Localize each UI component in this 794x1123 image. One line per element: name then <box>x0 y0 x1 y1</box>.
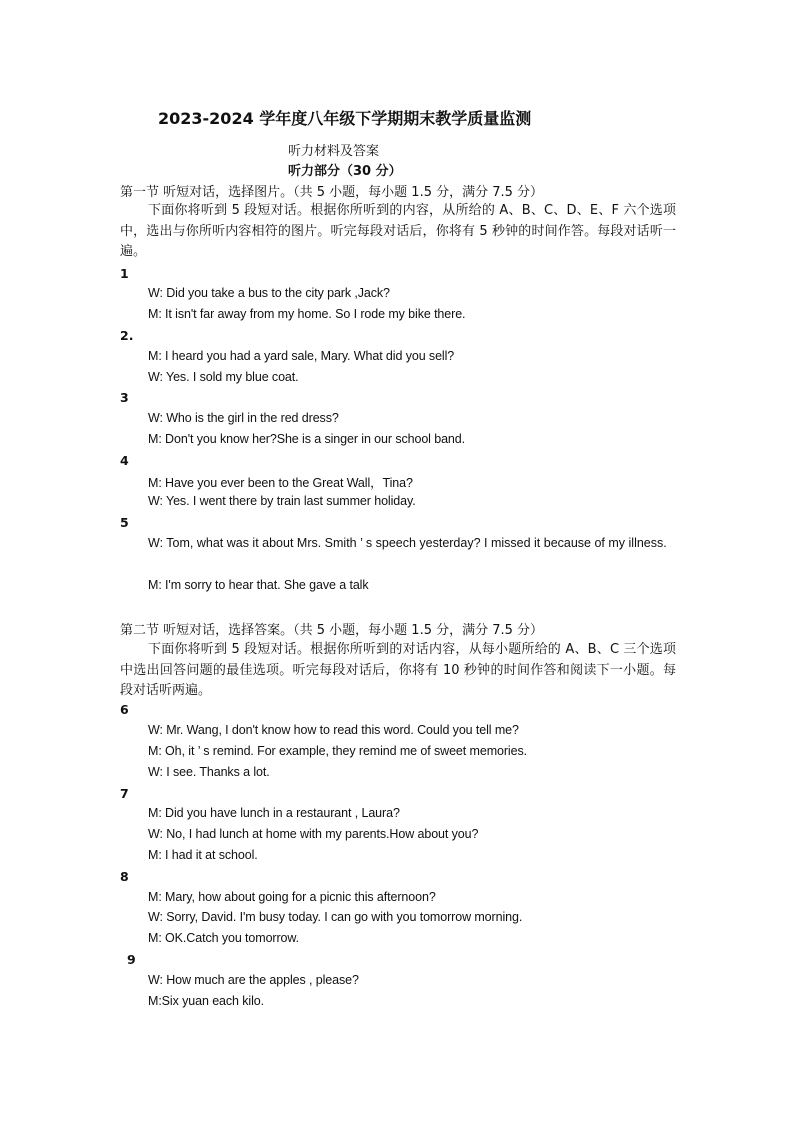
document-title: 2023-2024 学年度八年级下学期期末教学质量监测 <box>158 109 532 128</box>
dialogue-line: M: Did you have lunch in a restaurant , Laura? <box>148 806 400 820</box>
item-number: 2. <box>120 328 134 343</box>
item-number: 1 <box>120 266 129 281</box>
item-number: 4 <box>120 453 129 468</box>
item-number: 3 <box>120 390 129 405</box>
dialogue-line: M: Don't you know her?She is a singer in our school band. <box>148 432 466 446</box>
dialogue-line: M:Six yuan each kilo. <box>148 994 265 1008</box>
dialogue-line: M: Mary, how about going for a picnic this afternoon? <box>148 890 436 904</box>
item-number: 6 <box>120 702 129 717</box>
dialogue-line: W: Tom, what was it about Mrs. Smith ’ s speech yesterday? I missed it because of my illness. <box>148 536 667 550</box>
section1-heading: 第一节 听短对话，选择图片。（共 5 小题，每小题 1.5 分，满分 7.5 分） <box>120 185 544 200</box>
item-number: 9 <box>127 952 136 967</box>
item-number: 8 <box>120 869 129 884</box>
dialogue-line: M: OK.Catch you tomorrow. <box>148 931 300 945</box>
document-subtitle: 听力材料及答案 <box>288 144 380 159</box>
dialogue-line: W: Yes. I went there by train last summer holiday. <box>148 494 416 508</box>
dialogue-line: M: I had it at school. <box>148 848 258 862</box>
dialogue-line: W: No, I had lunch at home with my parents.How about you? <box>148 827 479 841</box>
dialogue-line: M: I heard you had a yard sale, Mary. What did you sell? <box>148 349 455 363</box>
dialogue-line: W: Did you take a bus to the city park ,Jack? <box>148 286 390 300</box>
section2-instructions: 下面你将听到 5 段短对话。根据你所听到的对话内容，从每小题所给的 A、B、C 三个选项中选出回答问题的最佳选项。听完每段对话后，你将有 10 秒钟的时间作答和阅读下一小题。每段对话听两遍。 <box>120 642 676 698</box>
section2-heading: 第二节 听短对话，选择答案。（共 5 小题，每小题 1.5 分，满分 7.5 分） <box>120 623 544 638</box>
listening-part-heading: 听力部分（30 分） <box>288 164 402 179</box>
item-number: 7 <box>120 786 129 801</box>
dialogue-line: M: Oh, it ’ s remind. For example, they remind me of sweet memories. <box>148 744 527 758</box>
dialogue-line: M: I'm sorry to hear that. She gave a talk <box>148 578 369 592</box>
dialogue-line: W: Who is the girl in the red dress? <box>148 411 339 425</box>
dialogue-line: W: How much are the apples , please? <box>148 973 359 987</box>
dialogue-line: W: I see. Thanks a lot. <box>148 765 270 779</box>
dialogue-line: W: Yes. I sold my blue coat. <box>148 370 299 384</box>
section1-instructions: 下面你将听到 5 段短对话。根据你所听到的内容，从所给的 A、B、C、D、E、F 六个选项中，选出与你所听内容相符的图片。听完每段对话后，你将有 5 秒钟的时间作答。每段对话听一遍。 <box>120 203 676 259</box>
dialogue-line: M: Have you ever been to the Great Wall，Tina? <box>148 476 413 490</box>
item-number: 5 <box>120 515 129 530</box>
dialogue-line: M: It isn't far away from my home. So I rode my bike there. <box>148 307 466 321</box>
dialogue-line: W: Sorry, David. I'm busy today. I can go with you tomorrow morning. <box>148 910 523 924</box>
dialogue-line: W: Mr. Wang, I don't know how to read this word. Could you tell me? <box>148 723 519 737</box>
